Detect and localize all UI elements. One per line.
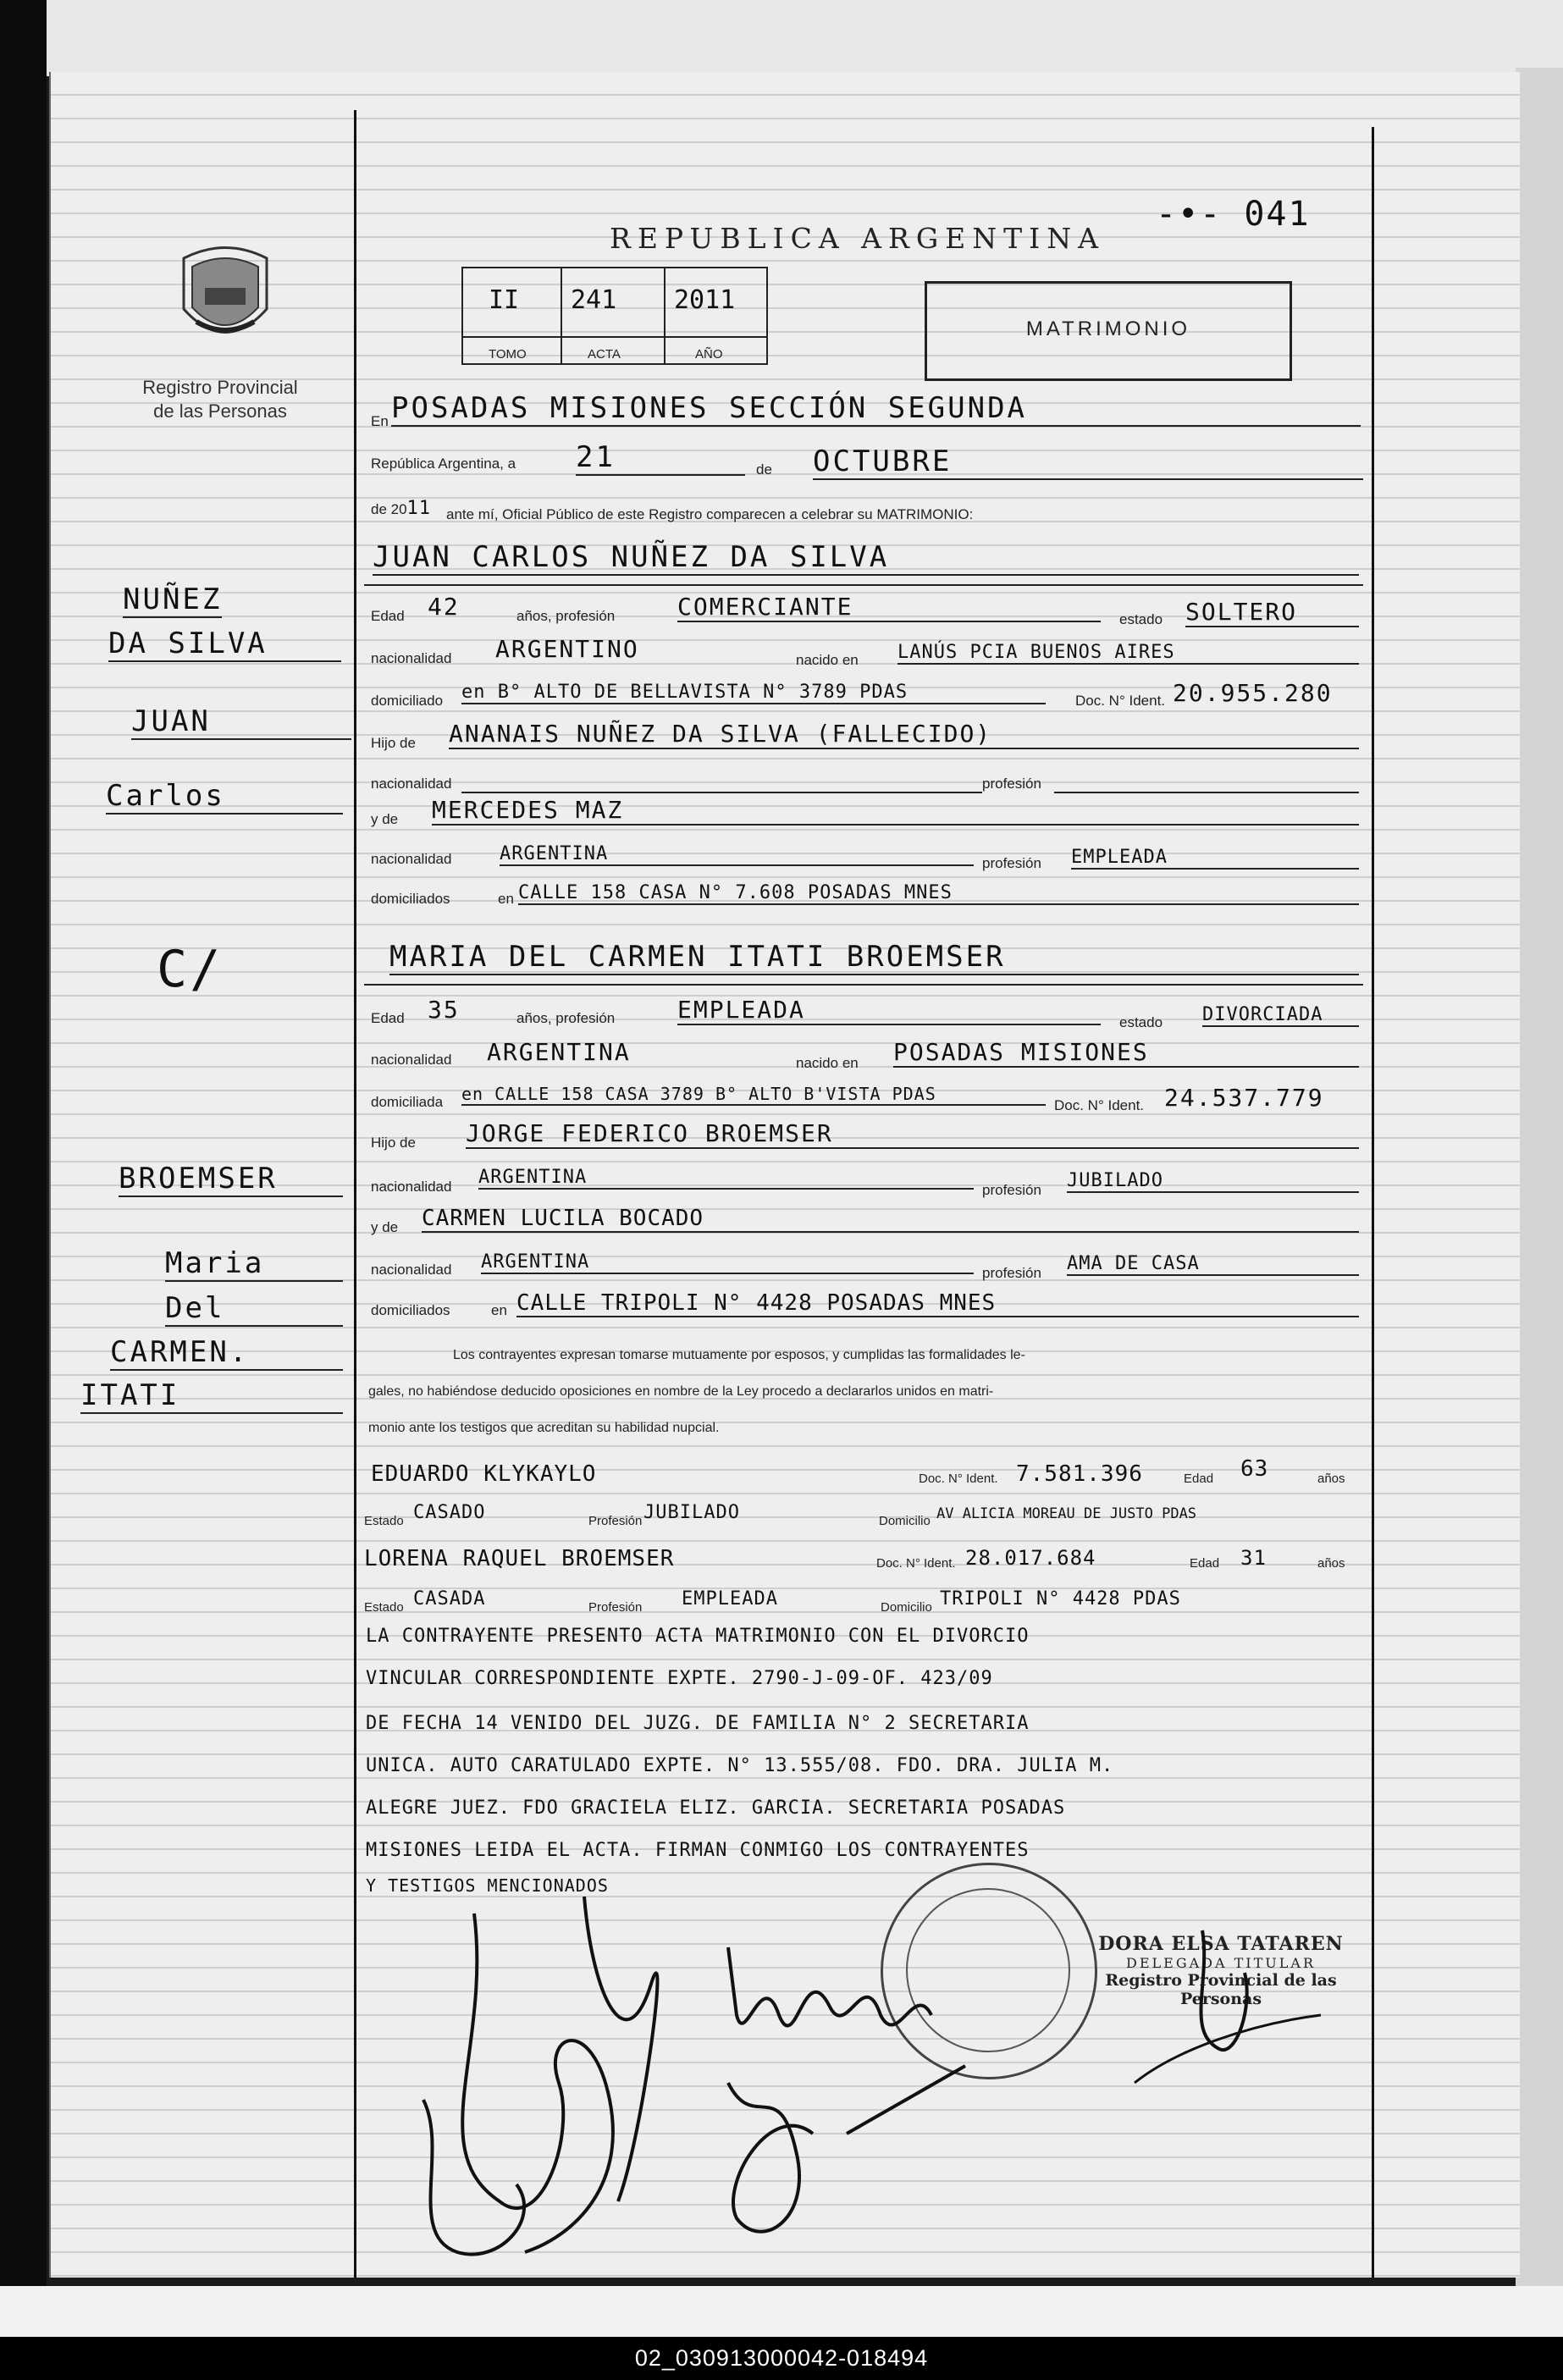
groom-father-prof-label: profesión bbox=[982, 776, 1041, 792]
republica-label: República Argentina, a bbox=[371, 456, 516, 472]
margin-bride-given-3: CARMEN. bbox=[110, 1335, 343, 1371]
groom-nacionalidad-value: ARGENTINO bbox=[495, 635, 639, 663]
groom-father-nac-label: nacionalidad bbox=[371, 776, 452, 792]
witness-1-dom-value: AV ALICIA MOREAU DE JUSTO PDAS bbox=[936, 1505, 1197, 1522]
de-label: de bbox=[756, 461, 772, 478]
witness-1-prof-value: JUBILADO bbox=[643, 1502, 740, 1523]
official-office: Registro Provincial de las Personas bbox=[1105, 1971, 1337, 2008]
witness-2-dom-value: TRIPOLI N° 4428 PDAS bbox=[940, 1588, 1181, 1610]
groom-estado-label: estado bbox=[1119, 611, 1163, 627]
groom-parents-dom-value: CALLE 158 CASA N° 7.608 POSADAS MNES bbox=[518, 882, 1359, 905]
witness-2-estado-value: CASADA bbox=[413, 1588, 486, 1610]
declaration-line-2: gales, no habiéndose deducido oposiciones en nombre de la Ley procedo a declararlos unidos en matri- bbox=[368, 1384, 994, 1399]
note-line-2: VINCULAR CORRESPONDIENTE EXPTE. 2790-J-09-OF. 423/09 bbox=[366, 1668, 993, 1689]
tomo-label: TOMO bbox=[489, 347, 527, 362]
bride-father-nac-value: ARGENTINA bbox=[478, 1167, 974, 1190]
bride-parents-dom-en: en bbox=[491, 1302, 507, 1318]
margin-surname-1: NUÑEZ bbox=[123, 583, 223, 616]
right-rule bbox=[1372, 127, 1374, 2278]
groom-father-value: ANANAIS NUÑEZ DA SILVA (FALLECIDO) bbox=[449, 720, 1359, 749]
bride-hijo-label: Hijo de bbox=[371, 1135, 416, 1151]
bride-estado-label: estado bbox=[1119, 1014, 1163, 1030]
margin-rule bbox=[354, 110, 356, 2278]
groom-parents-dom-label: domiciliados bbox=[371, 891, 450, 907]
margin-surname-2: DA SILVA bbox=[108, 627, 341, 662]
act-type-label: MATRIMONIO bbox=[1025, 318, 1191, 340]
image-code-bar bbox=[0, 2337, 1563, 2380]
witness-1-estado-label: Estado bbox=[364, 1514, 404, 1528]
margin-bride-given-4: ITATI bbox=[80, 1378, 343, 1414]
bride-domicilio-label: domiciliada bbox=[371, 1094, 444, 1110]
act-type-box bbox=[925, 281, 1292, 381]
bride-nacido-label: nacido en bbox=[796, 1055, 859, 1071]
note-line-3: DE FECHA 14 VENIDO DEL JUZG. DE FAMILIA N° 2 SECRETARIA bbox=[366, 1713, 1030, 1734]
acta-value: 241 bbox=[571, 285, 617, 315]
anio-cell bbox=[666, 268, 766, 363]
anio-value: 2011 bbox=[674, 285, 736, 315]
bride-estado-value: DIVORCIADA bbox=[1202, 1004, 1359, 1027]
tomo-cell bbox=[463, 268, 562, 363]
signatures-icon bbox=[373, 1880, 1372, 2269]
witness-2-edad-value: 31 bbox=[1240, 1546, 1267, 1570]
note-line-1: LA CONTRAYENTE PRESENTO ACTA MATRIMONIO CON EL DIVORCIO bbox=[366, 1626, 1030, 1647]
bride-profesion-label: años, profesión bbox=[516, 1010, 616, 1026]
groom-hijo-label: Hijo de bbox=[371, 735, 416, 751]
tomo-acta-anio-box bbox=[461, 267, 768, 365]
groom-parents-dom-en: en bbox=[498, 891, 514, 907]
witness-1-prof-label: Profesión bbox=[588, 1514, 643, 1528]
groom-yde-label: y de bbox=[371, 811, 399, 827]
registry-line-2: de las Personas bbox=[153, 400, 287, 422]
note-line-6: MISIONES LEIDA EL ACTA. FIRMAN CONMIGO LOS CONTRAYENTES bbox=[366, 1840, 1030, 1861]
en-label: En bbox=[371, 413, 389, 429]
bride-father-nac-label: nacionalidad bbox=[371, 1179, 452, 1195]
official-role: DELEGADA TITULAR bbox=[1126, 1955, 1316, 1971]
margin-bride-given-2: Del bbox=[165, 1291, 343, 1327]
bride-nacionalidad-label: nacionalidad bbox=[371, 1052, 452, 1068]
anio-label: AÑO bbox=[695, 347, 723, 362]
groom-domicilio-value: en B° ALTO DE BELLAVISTA N° 3789 PDAS bbox=[461, 682, 1046, 704]
bride-parents-dom-label: domiciliados bbox=[371, 1302, 450, 1318]
bride-mother-nac-value: ARGENTINA bbox=[481, 1251, 974, 1274]
margin-bride-surname: BROEMSER bbox=[119, 1162, 343, 1197]
bride-doc-label: Doc. N° Ident. bbox=[1054, 1097, 1145, 1113]
bride-mother-prof-value: AMA DE CASA bbox=[1067, 1253, 1359, 1276]
bride-edad-value: 35 bbox=[428, 996, 460, 1024]
groom-doc-value: 20.955.280 bbox=[1173, 679, 1333, 707]
note-line-7: Y TESTIGOS MENCIONADOS bbox=[366, 1875, 609, 1896]
groom-name: JUAN CARLOS NUÑEZ DA SILVA bbox=[373, 540, 1359, 576]
registry-caption bbox=[110, 376, 330, 423]
groom-edad-value: 42 bbox=[428, 593, 460, 621]
bride-rule bbox=[364, 984, 1363, 986]
scan-background-top bbox=[0, 0, 1563, 76]
bride-mother-nac-label: nacionalidad bbox=[371, 1262, 452, 1278]
year-label: de 2011 bbox=[371, 498, 432, 519]
tomo-value: II bbox=[489, 285, 520, 315]
bride-edad-label: Edad bbox=[371, 1010, 405, 1026]
bride-father-value: JORGE FEDERICO BROEMSER bbox=[466, 1119, 1359, 1149]
note-line-5: ALEGRE JUEZ. FDO GRACIELA ELIZ. GARCIA. SECRETARIA POSADAS bbox=[366, 1797, 1066, 1819]
declaration-line-1: Los contrayentes expresan tomarse mutuamente por esposos, y cumplidas las formalidades le- bbox=[453, 1348, 1025, 1362]
witness-2-anos-label: años bbox=[1317, 1556, 1345, 1571]
groom-rule bbox=[364, 584, 1363, 586]
groom-mother-nac-label: nacionalidad bbox=[371, 851, 452, 867]
bride-nacionalidad-value: ARGENTINA bbox=[487, 1038, 631, 1066]
box-divider bbox=[463, 336, 766, 338]
groom-nacido-label: nacido en bbox=[796, 652, 859, 668]
witness-1-name: EDUARDO KLYKAYLO bbox=[371, 1461, 597, 1487]
book-spine-edge bbox=[0, 0, 47, 2286]
bride-profesion-value: EMPLEADA bbox=[677, 996, 1101, 1025]
witness-2-prof-label: Profesión bbox=[588, 1600, 643, 1615]
witness-1-anos-label: años bbox=[1317, 1472, 1345, 1486]
bride-name: MARIA DEL CARMEN ITATI BROEMSER bbox=[389, 940, 1359, 975]
groom-father-nac-rule bbox=[461, 792, 982, 793]
margin-separator: C/ bbox=[157, 940, 224, 999]
image-code: 02_030913000042-018494 bbox=[634, 2345, 929, 2371]
witness-2-edad-label: Edad bbox=[1190, 1556, 1220, 1571]
margin-bride-given-1: Maria bbox=[165, 1246, 343, 1282]
bride-father-prof-label: profesión bbox=[982, 1182, 1041, 1198]
witness-1-edad-label: Edad bbox=[1184, 1472, 1214, 1486]
page-number: -•- 041 bbox=[1156, 195, 1311, 234]
bride-doc-value: 24.537.779 bbox=[1164, 1084, 1324, 1112]
day-value: 21 bbox=[576, 440, 745, 476]
groom-estado-value: SOLTERO bbox=[1185, 598, 1359, 627]
acta-label: ACTA bbox=[588, 347, 621, 362]
bride-domicilio-value: en CALLE 158 CASA 3789 B° ALTO B'VISTA PDAS bbox=[461, 1084, 1046, 1106]
witness-2-doc-value: 28.017.684 bbox=[965, 1546, 1096, 1570]
year-value: 11 bbox=[406, 498, 432, 519]
witness-1-dom-label: Domicilio bbox=[879, 1514, 931, 1528]
groom-profesion-label: años, profesión bbox=[516, 608, 616, 624]
registry-line-1: Registro Provincial bbox=[142, 377, 298, 398]
witness-1-doc-value: 7.581.396 bbox=[1016, 1461, 1143, 1487]
groom-mother-nac-value: ARGENTINA bbox=[500, 843, 974, 866]
groom-profesion-value: COMERCIANTE bbox=[677, 593, 1101, 622]
groom-edad-label: Edad bbox=[371, 608, 405, 624]
bride-yde-label: y de bbox=[371, 1219, 399, 1235]
groom-doc-label: Doc. N° Ident. bbox=[1075, 693, 1166, 709]
groom-nacionalidad-label: nacionalidad bbox=[371, 650, 452, 666]
note-line-4: UNICA. AUTO CARATULADO EXPTE. N° 13.555/08. FDO. DRA. JULIA M. bbox=[366, 1755, 1114, 1776]
bride-mother-value: CARMEN LUCILA BOCADO bbox=[422, 1206, 1359, 1233]
margin-given-1: JUAN bbox=[131, 704, 351, 740]
groom-domicilio-label: domiciliado bbox=[371, 693, 444, 709]
groom-mother-prof-value: EMPLEADA bbox=[1071, 847, 1359, 870]
groom-father-prof-rule bbox=[1054, 792, 1359, 793]
scan-background-right bbox=[1516, 68, 1563, 2286]
witness-1-estado-value: CASADO bbox=[413, 1502, 486, 1523]
groom-mother-value: MERCEDES MAZ bbox=[432, 796, 1359, 826]
groom-nacido-value: LANÚS PCIA BUENOS AIRES bbox=[897, 642, 1359, 665]
margin-given-2: Carlos bbox=[106, 779, 343, 815]
bride-mother-prof-label: profesión bbox=[982, 1265, 1041, 1281]
acta-cell bbox=[562, 268, 666, 363]
groom-mother-prof-label: profesión bbox=[982, 855, 1041, 871]
bride-parents-dom-value: CALLE TRIPOLI N° 4428 POSADAS MNES bbox=[516, 1290, 1359, 1317]
place-value: POSADAS MISIONES SECCIÓN SEGUNDA bbox=[391, 391, 1361, 427]
official-name: DORA ELSA TATAREN bbox=[1098, 1933, 1344, 1955]
month-value: OCTUBRE bbox=[813, 445, 1363, 480]
country-title: REPUBLICA ARGENTINA bbox=[610, 222, 1105, 255]
declaration-line-3: monio ante los testigos que acreditan su habilidad nupcial. bbox=[368, 1421, 720, 1435]
intro-formula: ante mí, Oficial Público de este Registro comparecen a celebrar su MATRIMONIO: bbox=[446, 506, 974, 522]
witness-1-edad-value: 63 bbox=[1240, 1456, 1269, 1482]
witness-2-prof-value: EMPLEADA bbox=[682, 1588, 778, 1610]
bride-father-prof-value: JUBILADO bbox=[1067, 1170, 1359, 1193]
witness-2-name: LORENA RAQUEL BROEMSER bbox=[364, 1546, 675, 1571]
witness-1-doc-label: Doc. N° Ident. bbox=[919, 1472, 998, 1486]
witness-2-estado-label: Estado bbox=[364, 1600, 404, 1615]
witness-2-dom-label: Domicilio bbox=[881, 1600, 932, 1615]
bride-nacido-value: POSADAS MISIONES bbox=[893, 1038, 1359, 1068]
witness-2-doc-label: Doc. N° Ident. bbox=[876, 1556, 956, 1571]
province-seal-icon bbox=[175, 241, 275, 356]
